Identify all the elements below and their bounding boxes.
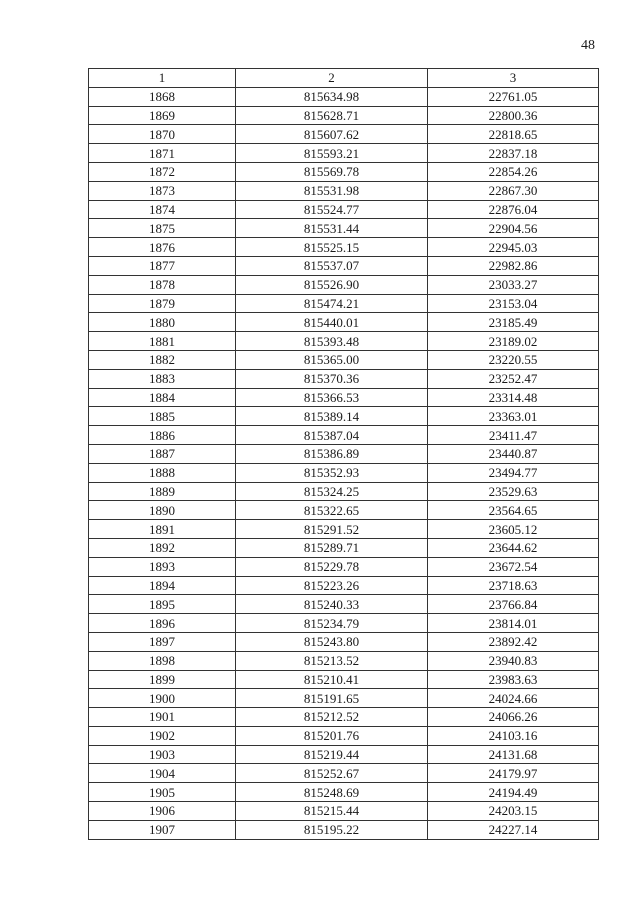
table-cell-col-2: 815229.78 bbox=[236, 557, 428, 576]
table-cell-col-3: 22876.04 bbox=[428, 200, 599, 219]
table-cell-col-1: 1884 bbox=[89, 388, 236, 407]
table-cell-col-2: 815607.62 bbox=[236, 125, 428, 144]
table-row bbox=[89, 256, 599, 275]
table-cell-col-3: 23494.77 bbox=[428, 463, 599, 482]
table-cell-col-2: 815393.48 bbox=[236, 332, 428, 351]
table-row bbox=[89, 332, 599, 351]
table-cell-col-2: 815370.36 bbox=[236, 369, 428, 388]
table-cell-col-3: 22800.36 bbox=[428, 106, 599, 125]
table-row bbox=[89, 538, 599, 557]
table-cell-col-3: 24066.26 bbox=[428, 708, 599, 727]
table-cell-col-1: 1892 bbox=[89, 538, 236, 557]
table-row bbox=[89, 632, 599, 651]
table-row bbox=[89, 313, 599, 332]
table-cell-col-2: 815537.07 bbox=[236, 256, 428, 275]
table-cell-col-1: 1902 bbox=[89, 726, 236, 745]
table-cell-col-1: 1881 bbox=[89, 332, 236, 351]
table-row bbox=[89, 181, 599, 200]
table-cell-col-1: 1869 bbox=[89, 106, 236, 125]
table-cell-col-1: 1879 bbox=[89, 294, 236, 313]
table-cell-col-2: 815524.77 bbox=[236, 200, 428, 219]
table-row bbox=[89, 87, 599, 106]
table-cell-col-3: 23440.87 bbox=[428, 444, 599, 463]
table-cell-col-3: 23185.49 bbox=[428, 313, 599, 332]
table-row bbox=[89, 482, 599, 501]
table-row bbox=[89, 407, 599, 426]
page-number: 48 bbox=[581, 38, 595, 53]
table-cell-col-3: 23411.47 bbox=[428, 426, 599, 445]
table-cell-col-2: 815366.53 bbox=[236, 388, 428, 407]
table-cell-col-3: 23892.42 bbox=[428, 632, 599, 651]
table-cell-col-2: 815531.98 bbox=[236, 181, 428, 200]
table-cell-col-2: 815526.90 bbox=[236, 275, 428, 294]
table-cell-col-1: 1903 bbox=[89, 745, 236, 764]
table-cell-col-3: 24203.15 bbox=[428, 802, 599, 821]
table-row bbox=[89, 614, 599, 633]
table-cell-col-2: 815634.98 bbox=[236, 87, 428, 106]
table-cell-col-3: 23672.54 bbox=[428, 557, 599, 576]
table-cell-col-3: 23644.62 bbox=[428, 538, 599, 557]
table-cell-col-1: 1876 bbox=[89, 238, 236, 257]
table-cell-col-1: 1893 bbox=[89, 557, 236, 576]
table-cell-col-1: 1872 bbox=[89, 162, 236, 181]
table-cell-col-3: 24103.16 bbox=[428, 726, 599, 745]
table-cell-col-3: 23220.55 bbox=[428, 350, 599, 369]
table-cell-col-3: 23314.48 bbox=[428, 388, 599, 407]
table-cell-col-1: 1868 bbox=[89, 87, 236, 106]
table-cell-col-3: 23814.01 bbox=[428, 614, 599, 633]
table-cell-col-1: 1897 bbox=[89, 632, 236, 651]
table-cell-col-1: 1888 bbox=[89, 463, 236, 482]
table-cell-col-1: 1896 bbox=[89, 614, 236, 633]
table-cell-col-2: 815210.41 bbox=[236, 670, 428, 689]
table-cell-col-2: 815234.79 bbox=[236, 614, 428, 633]
table-cell-col-1: 1883 bbox=[89, 369, 236, 388]
table-cell-col-2: 815389.14 bbox=[236, 407, 428, 426]
table-cell-col-3: 22854.26 bbox=[428, 162, 599, 181]
table-cell-col-1: 1894 bbox=[89, 576, 236, 595]
table-cell-col-2: 815324.25 bbox=[236, 482, 428, 501]
table-cell-col-3: 23766.84 bbox=[428, 595, 599, 614]
table-cell-col-3: 23189.02 bbox=[428, 332, 599, 351]
table-cell-col-1: 1887 bbox=[89, 444, 236, 463]
table-cell-col-3: 23363.01 bbox=[428, 407, 599, 426]
table-cell-col-2: 815593.21 bbox=[236, 144, 428, 163]
table-cell-col-1: 1895 bbox=[89, 595, 236, 614]
table-cell-col-1: 1874 bbox=[89, 200, 236, 219]
table-cell-col-2: 815628.71 bbox=[236, 106, 428, 125]
table-cell-col-1: 1905 bbox=[89, 783, 236, 802]
table-cell-col-3: 23605.12 bbox=[428, 520, 599, 539]
table-cell-col-2: 815219.44 bbox=[236, 745, 428, 764]
table-row bbox=[89, 369, 599, 388]
column-header-1: 1 bbox=[89, 69, 236, 88]
table-cell-col-1: 1891 bbox=[89, 520, 236, 539]
table-cell-col-1: 1877 bbox=[89, 256, 236, 275]
table-cell-col-1: 1900 bbox=[89, 689, 236, 708]
column-header-2: 2 bbox=[236, 69, 428, 88]
table-cell-col-3: 23564.65 bbox=[428, 501, 599, 520]
table-cell-col-2: 815201.76 bbox=[236, 726, 428, 745]
table-cell-col-3: 24179.97 bbox=[428, 764, 599, 783]
table-row bbox=[89, 219, 599, 238]
table-cell-col-3: 23033.27 bbox=[428, 275, 599, 294]
table-row bbox=[89, 444, 599, 463]
table-row bbox=[89, 463, 599, 482]
table-cell-col-2: 815525.15 bbox=[236, 238, 428, 257]
table-row bbox=[89, 802, 599, 821]
table-cell-col-3: 24194.49 bbox=[428, 783, 599, 802]
table-cell-col-3: 22818.65 bbox=[428, 125, 599, 144]
table-row bbox=[89, 557, 599, 576]
table-row bbox=[89, 708, 599, 727]
table-cell-col-3: 22867.30 bbox=[428, 181, 599, 200]
table-row bbox=[89, 764, 599, 783]
table-cell-col-2: 815289.71 bbox=[236, 538, 428, 557]
table-cell-col-3: 22904.56 bbox=[428, 219, 599, 238]
table-cell-col-2: 815240.33 bbox=[236, 595, 428, 614]
table-cell-col-2: 815365.00 bbox=[236, 350, 428, 369]
table-cell-col-3: 23983.63 bbox=[428, 670, 599, 689]
table-cell-col-2: 815291.52 bbox=[236, 520, 428, 539]
table-row bbox=[89, 275, 599, 294]
table-cell-col-1: 1906 bbox=[89, 802, 236, 821]
header-row bbox=[89, 69, 599, 88]
table-cell-col-3: 22982.86 bbox=[428, 256, 599, 275]
table-cell-col-2: 815531.44 bbox=[236, 219, 428, 238]
table-cell-col-3: 23718.63 bbox=[428, 576, 599, 595]
table-cell-col-1: 1873 bbox=[89, 181, 236, 200]
table-row bbox=[89, 162, 599, 181]
table-row bbox=[89, 820, 599, 839]
table-cell-col-1: 1885 bbox=[89, 407, 236, 426]
table-cell-col-3: 22761.05 bbox=[428, 87, 599, 106]
table-row bbox=[89, 670, 599, 689]
table-row bbox=[89, 125, 599, 144]
table-cell-col-3: 24131.68 bbox=[428, 745, 599, 764]
data-table bbox=[88, 68, 599, 840]
table-row bbox=[89, 726, 599, 745]
table-cell-col-1: 1880 bbox=[89, 313, 236, 332]
table-row bbox=[89, 200, 599, 219]
table-cell-col-2: 815248.69 bbox=[236, 783, 428, 802]
table-cell-col-3: 22837.18 bbox=[428, 144, 599, 163]
table-cell-col-2: 815252.67 bbox=[236, 764, 428, 783]
table-cell-col-2: 815195.22 bbox=[236, 820, 428, 839]
table-row bbox=[89, 576, 599, 595]
table-cell-col-1: 1899 bbox=[89, 670, 236, 689]
table-cell-col-3: 22945.03 bbox=[428, 238, 599, 257]
table-row bbox=[89, 783, 599, 802]
table-cell-col-3: 23940.83 bbox=[428, 651, 599, 670]
table-cell-col-2: 815243.80 bbox=[236, 632, 428, 651]
table-cell-col-2: 815474.21 bbox=[236, 294, 428, 313]
table-cell-col-1: 1886 bbox=[89, 426, 236, 445]
table-row bbox=[89, 294, 599, 313]
table-cell-col-1: 1871 bbox=[89, 144, 236, 163]
table-cell-col-3: 24024.66 bbox=[428, 689, 599, 708]
table-row bbox=[89, 388, 599, 407]
table-row bbox=[89, 426, 599, 445]
table-cell-col-1: 1870 bbox=[89, 125, 236, 144]
table-header bbox=[89, 69, 599, 88]
table-cell-col-1: 1901 bbox=[89, 708, 236, 727]
table-cell-col-2: 815440.01 bbox=[236, 313, 428, 332]
table-body bbox=[89, 87, 599, 839]
table-row bbox=[89, 520, 599, 539]
table-row bbox=[89, 238, 599, 257]
table-cell-col-3: 23252.47 bbox=[428, 369, 599, 388]
table-cell-col-2: 815215.44 bbox=[236, 802, 428, 821]
table-row bbox=[89, 106, 599, 125]
table-cell-col-2: 815212.52 bbox=[236, 708, 428, 727]
table-row bbox=[89, 144, 599, 163]
table-cell-col-3: 23529.63 bbox=[428, 482, 599, 501]
table-row bbox=[89, 350, 599, 369]
table-cell-col-2: 815191.65 bbox=[236, 689, 428, 708]
table-cell-col-3: 24227.14 bbox=[428, 820, 599, 839]
column-header-3: 3 bbox=[428, 69, 599, 88]
table-cell-col-2: 815387.04 bbox=[236, 426, 428, 445]
table-cell-col-2: 815569.78 bbox=[236, 162, 428, 181]
table-cell-col-1: 1898 bbox=[89, 651, 236, 670]
table-cell-col-1: 1878 bbox=[89, 275, 236, 294]
table-cell-col-1: 1875 bbox=[89, 219, 236, 238]
table-row bbox=[89, 651, 599, 670]
table-cell-col-2: 815213.52 bbox=[236, 651, 428, 670]
table-cell-col-2: 815223.26 bbox=[236, 576, 428, 595]
table-row bbox=[89, 595, 599, 614]
table-row bbox=[89, 501, 599, 520]
table-cell-col-1: 1889 bbox=[89, 482, 236, 501]
table-row bbox=[89, 745, 599, 764]
table-cell-col-1: 1907 bbox=[89, 820, 236, 839]
table-cell-col-2: 815352.93 bbox=[236, 463, 428, 482]
table-cell-col-2: 815386.89 bbox=[236, 444, 428, 463]
table-cell-col-2: 815322.65 bbox=[236, 501, 428, 520]
table-cell-col-3: 23153.04 bbox=[428, 294, 599, 313]
table-cell-col-1: 1904 bbox=[89, 764, 236, 783]
table-cell-col-1: 1882 bbox=[89, 350, 236, 369]
table-cell-col-1: 1890 bbox=[89, 501, 236, 520]
table-row bbox=[89, 689, 599, 708]
